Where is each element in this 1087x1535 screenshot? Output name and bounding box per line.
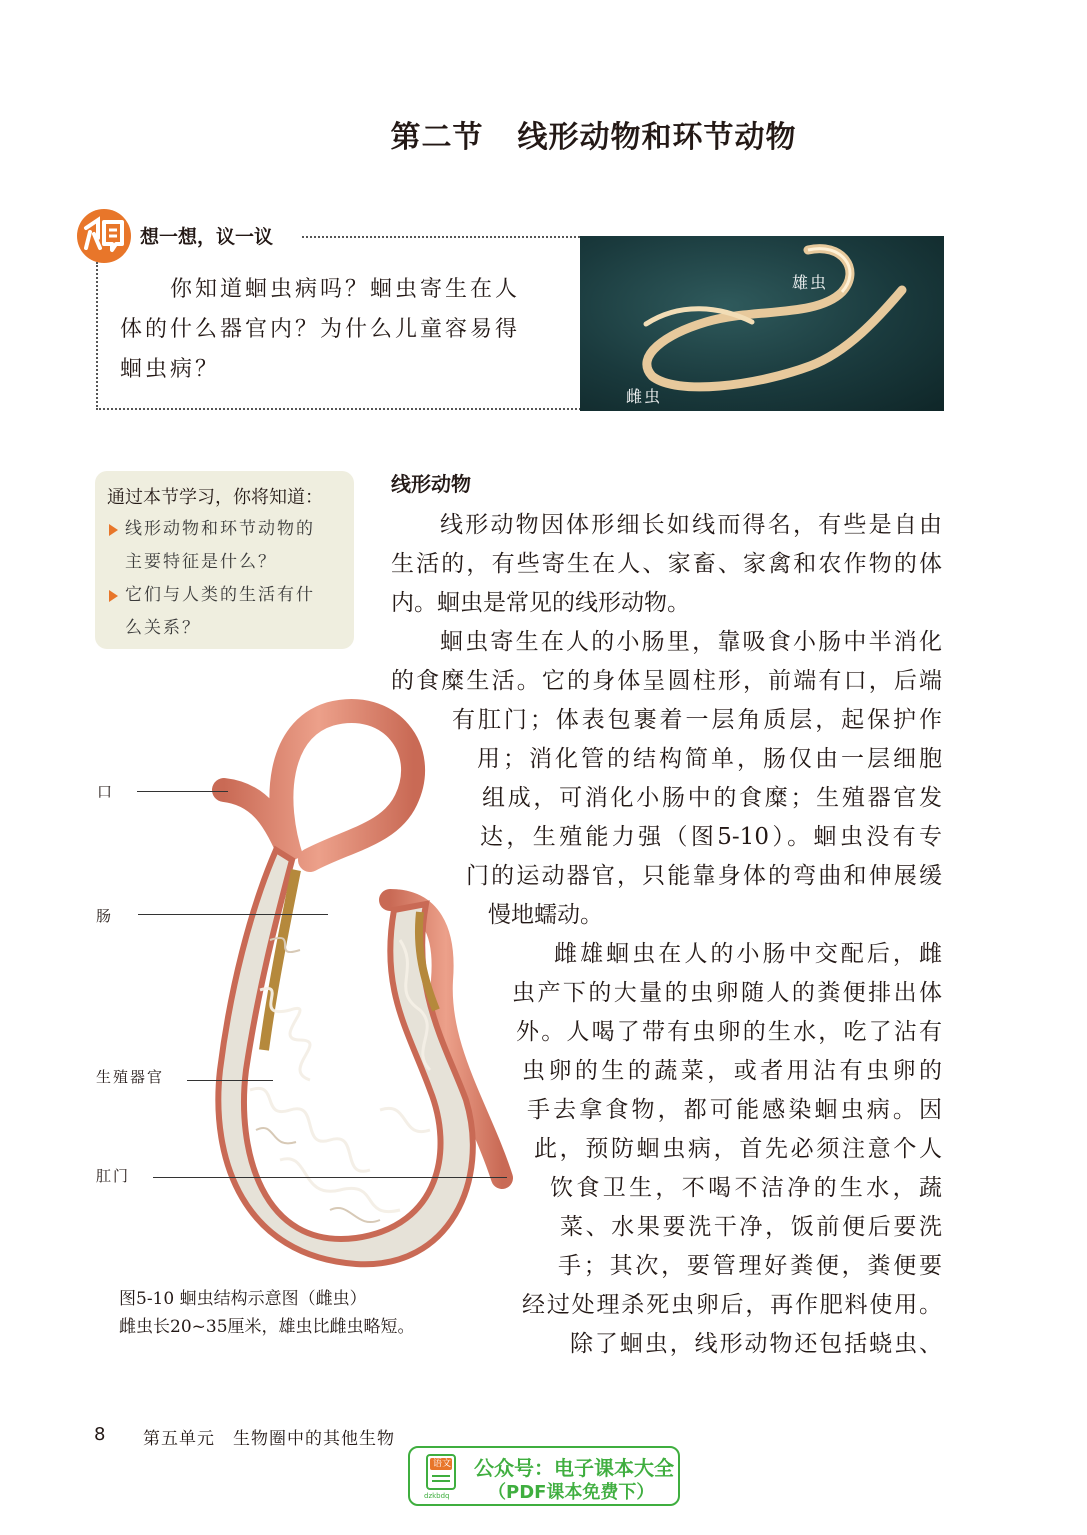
think-label: 想一想，议一议 bbox=[140, 226, 274, 248]
think-discuss-icon bbox=[76, 208, 132, 264]
female-worm-label: 雌虫 bbox=[626, 387, 663, 406]
think-line: 体的什么器官内？为什么儿童容易得 bbox=[120, 317, 521, 342]
footer-unit-title: 第五单元 生物圈中的其他生物 bbox=[143, 1429, 395, 1449]
figure-caption-title: 图5-10 蛔虫结构示意图（雌虫） bbox=[119, 1289, 367, 1309]
page-title bbox=[0, 112, 1087, 156]
body-line: 此，预防蛔虫病，首先必须注意个人 bbox=[534, 1136, 942, 1162]
leader-line-reproductive-organs bbox=[187, 1080, 273, 1081]
label-anus: 肛门 bbox=[96, 1167, 131, 1185]
body-line: 外。人喝了带有虫卵的生水，吃了沾有 bbox=[516, 1019, 942, 1045]
body-line: 菜、水果要洗干净，饭前便后要洗 bbox=[560, 1214, 942, 1240]
roundworm-photo bbox=[580, 236, 944, 411]
body-line: 慢地蠕动。 bbox=[488, 902, 603, 928]
figure-caption bbox=[119, 1285, 415, 1341]
section-title: 线形动物和环节动物 bbox=[517, 120, 797, 155]
think-divider bbox=[302, 236, 580, 238]
watermark-icon-subtext: dzkbdq bbox=[424, 1492, 450, 1500]
learning-goal-line: 它们与人类的生活有什 bbox=[125, 585, 315, 605]
page-number: 8 bbox=[94, 1424, 106, 1445]
label-intestine: 肠 bbox=[96, 907, 114, 925]
figure-caption-note: 雌虫长20~35厘米，雄虫比雌虫略短。 bbox=[119, 1317, 415, 1337]
body-line: 虫卵的生的蔬菜，或者用沾有虫卵的 bbox=[522, 1058, 942, 1084]
body-line: 有肛门；体表包裹着一层角质层，起保护作 bbox=[452, 707, 942, 733]
body-line: 生活的，有些寄生在人、家畜、家禽和农作物的体 bbox=[391, 551, 942, 577]
body-line: 门的运动器官，只能靠身体的弯曲和伸展缓 bbox=[466, 863, 942, 889]
learning-goal-line: 线形动物和环节动物的 bbox=[125, 519, 315, 539]
learning-goal-item bbox=[107, 579, 344, 645]
learning-goals-heading: 通过本节学习，你将知道： bbox=[107, 487, 323, 508]
body-line: 蛔虫寄生在人的小肠里，靠吸食小肠中半消化 bbox=[440, 629, 942, 655]
body-line: 除了蛔虫，线形动物还包括蛲虫、 bbox=[570, 1331, 942, 1357]
body-line: 组成，可消化小肠中的食糜；生殖器官发 bbox=[482, 785, 942, 811]
learning-goal-item bbox=[107, 513, 344, 579]
watermark-line-2: （PDF课本免费下） bbox=[488, 1482, 655, 1503]
leader-line-anus bbox=[153, 1177, 507, 1178]
triangle-bullet-icon bbox=[109, 590, 118, 602]
think-line: 你知道蛔虫病吗？蛔虫寄生在人 bbox=[170, 277, 521, 302]
body-line: 虫产下的大量的虫卵随人的粪便排出体 bbox=[512, 980, 942, 1006]
body-line: 雌雄蛔虫在人的小肠中交配后，雌 bbox=[554, 941, 942, 967]
triangle-bullet-icon bbox=[109, 524, 118, 536]
body-line: 经过处理杀死虫卵后，再作肥料使用。 bbox=[522, 1292, 942, 1318]
section-number: 第二节 bbox=[390, 120, 484, 155]
male-worm-label: 雄虫 bbox=[792, 273, 829, 292]
body-line: 的食糜生活。它的身体呈圆柱形，前端有口，后端 bbox=[391, 668, 942, 694]
label-reproductive-organs: 生殖器官 bbox=[96, 1068, 165, 1086]
learning-goals-box bbox=[95, 471, 354, 649]
learning-goal-line: 主要特征是什么？ bbox=[125, 552, 277, 572]
body-line: 手；其次，要管理好粪便，粪便要 bbox=[558, 1253, 942, 1279]
body-line: 手去拿食物，都可能感染蛔虫病。因 bbox=[527, 1097, 942, 1123]
leader-line-intestine bbox=[138, 914, 328, 915]
body-line: 用；消化管的结构简单，肠仅由一层细胞 bbox=[477, 746, 942, 772]
roundworm-structure-illustration bbox=[180, 690, 520, 1270]
watermark-badge bbox=[408, 1446, 680, 1506]
body-line: 饮食卫生，不喝不洁净的生水，蔬 bbox=[550, 1175, 942, 1201]
section-heading: 线形动物 bbox=[391, 472, 471, 496]
learning-goal-line: 么关系？ bbox=[125, 618, 201, 638]
body-line: 达，生殖能力强（图5-10）。蛔虫没有专 bbox=[480, 824, 942, 850]
leader-line-mouth bbox=[137, 791, 228, 792]
label-mouth: 口 bbox=[97, 783, 115, 801]
think-question bbox=[120, 270, 550, 390]
watermark-line-1: 公众号：电子课本大全 bbox=[474, 1456, 674, 1480]
body-line: 内。蛔虫是常见的线形动物。 bbox=[391, 590, 690, 616]
watermark-icon-text: 语文 bbox=[433, 1459, 452, 1469]
body-line: 线形动物因体形细长如线而得名，有些是自由 bbox=[440, 512, 942, 538]
think-line: 蛔虫病？ bbox=[120, 357, 221, 382]
